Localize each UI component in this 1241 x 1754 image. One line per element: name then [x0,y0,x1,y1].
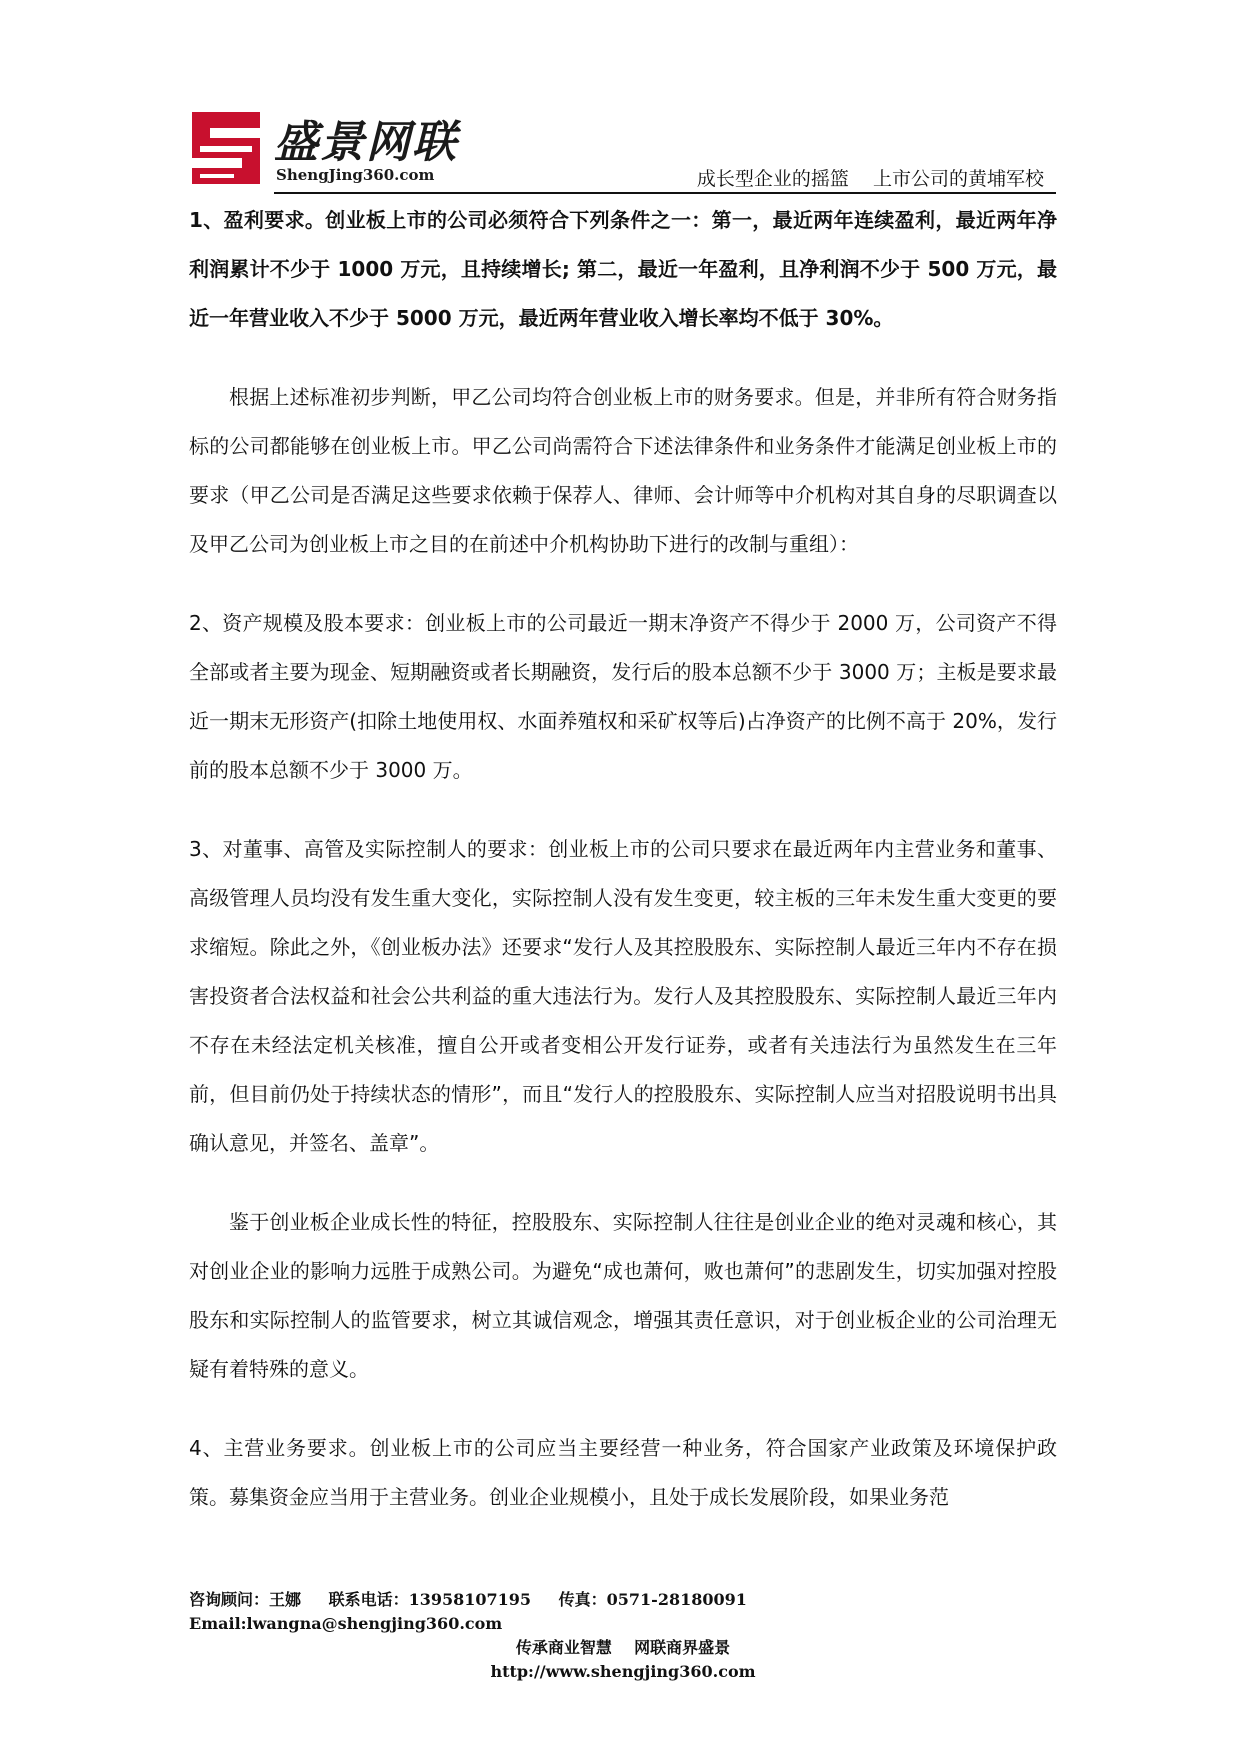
page-footer [189,1588,1057,1684]
footer-contact-line [189,1588,1057,1636]
paragraph-main-business: 4、主营业务要求。创业板上市的公司应当主要经营一种业务，符合国家产业政策及环境保护政策。募集资金应当用于主营业务。创业企业规模小，且处于成长发展阶段，如果业务范 [189,1436,1057,1509]
footer-url[interactable]: http://www.shengjing360.com [490,1662,756,1681]
document-body [189,196,1057,1522]
footer-phone: 联系电话：13958107195 [328,1590,532,1609]
footer-advisor: 咨询顾问：王娜 [189,1590,302,1609]
page-header [188,100,1056,196]
brand-name: 盛景网联 [274,117,458,168]
header-divider [274,192,1056,194]
paragraph-management-requirement: 3、对董事、高管及实际控制人的要求：创业板上市的公司只要求在最近两年内主营业务和董事、高级管理人员均没有发生重大变化，实际控制人没有发生变更，较主板的三年未发生重大变更的要求缩短。除此之外，《创业板办法》还要求“发行人及其控股股东、实际控制人最近三年内不存在损害投资者合法权益和社会公共利益的重大违法行为。发行人及其控股股东、实际控制人最近三年内不存在未经法定机关核准，擅自公开或者变相公开发行证券，或者有关违法行为虽然发生在三年前，但目前仍处于持续状态的情形”，而且“发行人的控股股东、实际控制人应当对招股说明书出具确认意见，并签名、盖章”。 [189,837,1057,1155]
header-slogan: 成长型企业的摇篮 上市公司的黄埔军校 [696,168,1044,190]
company-logo-icon [188,108,264,188]
paragraph-controller-note: 鉴于创业板企业成长性的特征，控股股东、实际控制人往往是创业企业的绝对灵魂和核心，其对创业企业的影响力远胜于成熟公司。为避免“成也萧何，败也萧何”的悲剧发生，切实加强对控股股东和实际控制人的监管要求，树立其诚信观念，增强其责任意识，对于创业板企业的公司治理无疑有着特殊的意义。 [189,1210,1057,1381]
paragraph-preliminary-judgment: 根据上述标准初步判断，甲乙公司均符合创业板上市的财务要求。但是，并非所有符合财务指标的公司都能够在创业板上市。甲乙公司尚需符合下述法律条件和业务条件才能满足创业板上市的要求（甲乙公司是否满足这些要求依赖于保荐人、律师、会计师等中介机构对其自身的尽职调查以及甲乙公司为创业板上市之目的在前述中介机构协助下进行的改制与重组）： [189,385,1057,556]
paragraph-asset-requirement: 2、资产规模及股本要求：创业板上市的公司最近一期末净资产不得少于 2000 万，公司资产不得全部或者主要为现金、短期融资或者长期融资，发行后的股本总额不少于 3000 万；主板是要求最近一期末无形资产(扣除土地使用权、水面养殖权和采矿权等后)占净资产的比例不高于 20%，发行前的股本总额不少于 3000 万。 [189,611,1057,782]
footer-email[interactable]: Email:lwangna@shengjing360.com [189,1614,503,1633]
paragraph-profit-requirement: 1、盈利要求。创业板上市的公司必须符合下列条件之一：第一，最近两年连续盈利，最近两年净利润累计不少于 1000 万元，且持续增长; 第二，最近一年盈利，且净利润不少于 500 万元，最近一年营业收入不少于 5000 万元，最近两年营业收入增长率均不低于 30%。 [189,208,1057,330]
footer-fax: 传真：0571-28180091 [558,1590,747,1609]
brand-url: ShengJing360.com [276,166,435,184]
footer-motto: 传承商业智慧 网联商界盛景 [515,1638,731,1657]
